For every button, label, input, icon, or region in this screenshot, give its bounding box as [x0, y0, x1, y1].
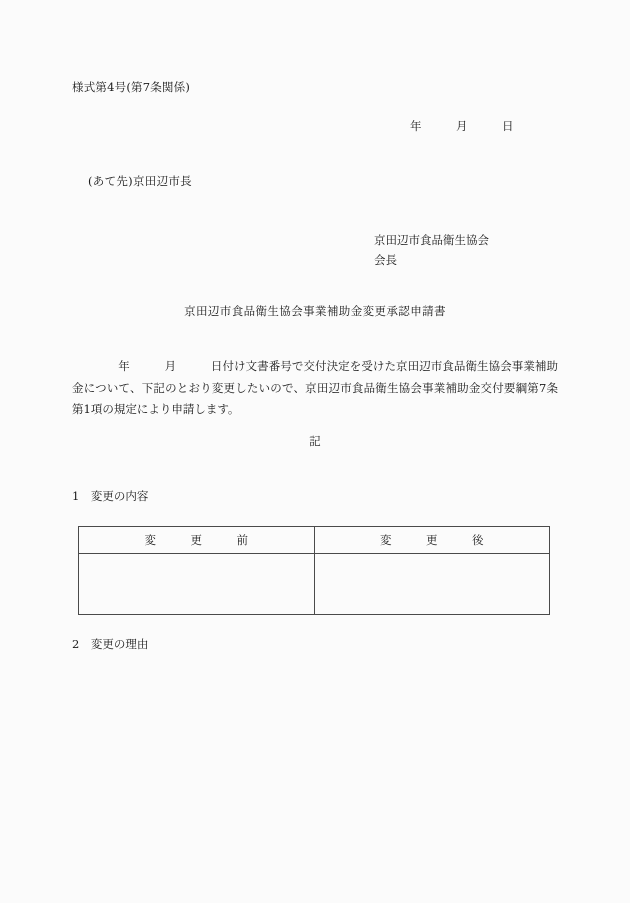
ki-mark: 記	[309, 434, 321, 448]
table-header-after: 変 更 後	[314, 527, 550, 554]
date-line: 年 月 日	[410, 119, 514, 133]
table-header-before: 変 更 前	[79, 527, 315, 554]
applicant-block	[374, 230, 489, 270]
section-heading-change-content: 1 変更の内容	[72, 489, 149, 503]
applicant-organization: 京田辺市食品衛生協会	[374, 233, 489, 247]
table-row	[79, 554, 550, 615]
section-heading-change-reason: 2 変更の理由	[72, 637, 149, 651]
table-cell-after[interactable]	[314, 554, 550, 615]
table-cell-before[interactable]	[79, 554, 315, 615]
addressee-line: (あて先)京田辺市長	[88, 174, 192, 188]
body-paragraph	[72, 356, 558, 421]
change-table	[78, 526, 550, 615]
body-lead-date: 年 月 日	[72, 359, 223, 373]
document-title: 京田辺市食品衛生協会事業補助金変更承認申請書	[184, 304, 446, 318]
form-number: 様式第4号(第7条関係)	[72, 80, 191, 94]
applicant-title: 会長	[374, 253, 397, 267]
body-paragraph-text: 付け文書番号で交付決定を受けた京田辺市食品衛生協会事業補助金について、下記のとおり変更したいので、京田辺市食品衛生協会事業補助金交付要綱第7条第1項の規定により申請します。	[72, 359, 558, 416]
table-header-row	[79, 527, 550, 554]
